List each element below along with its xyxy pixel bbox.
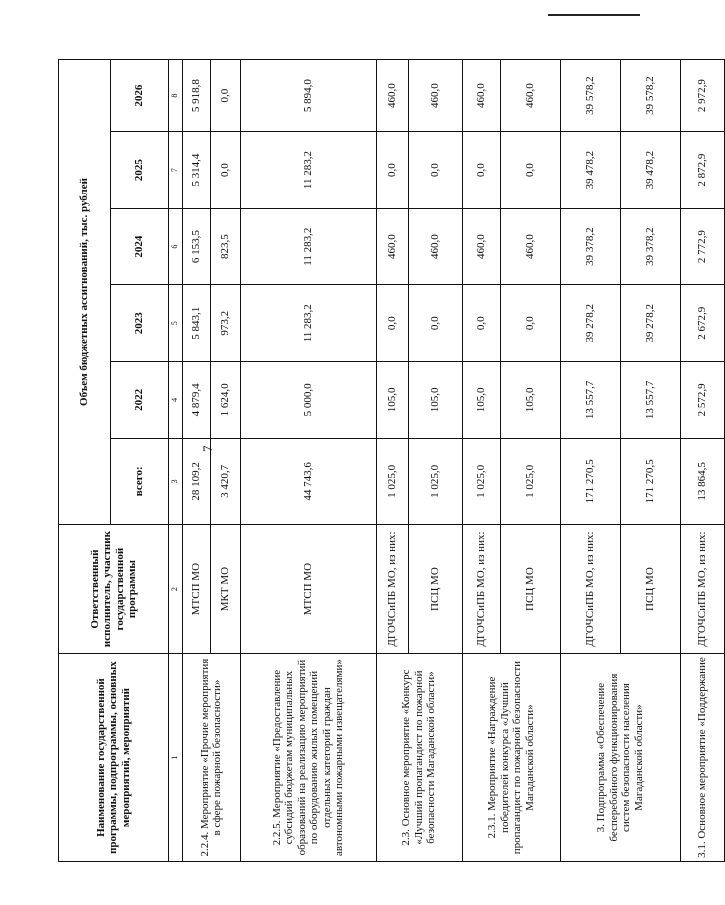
executor-cell: ДГОЧСиПБ МО, из них: [376,525,408,654]
table-row [560,60,620,862]
budget-value-cell: 39 378,2 [560,208,620,285]
table-row [680,60,724,862]
program-name-cell: 2.3. Основное мероприятие «Конкурс «Лучший пропагандист по пожарной безопасности Магаданской области» [376,654,462,862]
executor-cell: ПСЦ МО [620,525,680,654]
executor-cell: ДГОЧСиПБ МО, из них: [680,525,724,654]
budget-table [58,59,725,862]
column-index: 7 [169,132,183,209]
budget-value-cell: 1 025,0 [408,438,462,524]
budget-value-cell: 0,0 [462,132,500,209]
budget-value-cell: 5 894,0 [240,60,376,132]
header-year: 2022 [111,362,169,439]
column-index: 1 [169,654,183,862]
budget-value-cell: 11 283,2 [240,208,376,285]
budget-value-cell: 1 624,0 [210,362,240,439]
budget-value-cell: 5 314,4 [182,132,210,209]
budget-value-cell: 2 772,9 [680,208,724,285]
budget-value-cell: 4 879,4 [182,362,210,439]
header-name: Наименование государственной программы, подпрограммы, основных мероприятий, мероприятий [59,654,169,862]
header-year: 2025 [111,132,169,209]
budget-value-cell: 105,0 [408,362,462,439]
column-index: 6 [169,208,183,285]
budget-value-cell: 13 864,5 [680,438,724,524]
executor-cell: ДГОЧСиПБ МО, из них: [560,525,620,654]
header-year: 2024 [111,208,169,285]
program-name-cell: 3.1. Основное мероприятие «Поддержание [680,654,724,862]
budget-value-cell: 0,0 [408,285,462,362]
column-index: 4 [169,362,183,439]
header-year: 2026 [111,60,169,132]
program-name-cell: 2.3.1. Мероприятие «Награждение победителей конкурса «Лучший пропагандист по пожарной безопасности Магаданской области» [462,654,560,862]
budget-value-cell: 105,0 [462,362,500,439]
budget-value-cell: 5 000,0 [240,362,376,439]
budget-value-cell: 0,0 [500,285,560,362]
table-row [182,60,210,862]
budget-value-cell: 460,0 [500,60,560,132]
budget-value-cell: 39 478,2 [560,132,620,209]
budget-value-cell: 0,0 [500,132,560,209]
budget-value-cell: 171 270,5 [560,438,620,524]
budget-value-cell: 1 025,0 [376,438,408,524]
budget-value-cell: 39 478,2 [620,132,680,209]
budget-value-cell: 2 972,9 [680,60,724,132]
executor-cell: ПСЦ МО [500,525,560,654]
budget-value-cell: 460,0 [408,60,462,132]
program-name-cell: 2.2.4. Мероприятие «Прочие мероприятия в сфере пожарной безопасности» [182,654,240,862]
page-number: 7 [200,445,215,452]
scan-edge-mark [548,14,640,16]
budget-value-cell: 44 743,6 [240,438,376,524]
column-index: 2 [169,525,183,654]
budget-value-cell: 13 557,7 [620,362,680,439]
budget-value-cell: 5 843,1 [182,285,210,362]
header-executor: Ответственный исполнитель, участник государственной программы [59,525,169,654]
budget-value-cell: 105,0 [500,362,560,439]
budget-value-cell: 0,0 [210,60,240,132]
column-index: 8 [169,60,183,132]
budget-value-cell: 0,0 [376,285,408,362]
budget-value-cell: 5 918,8 [182,60,210,132]
table-row [462,60,500,862]
budget-table-rotated [58,59,708,862]
header-budget: Объем бюджетных ассигнований, тыс. рублей [59,60,111,525]
table-row [376,60,408,862]
budget-value-cell: 11 283,2 [240,285,376,362]
executor-cell: ПСЦ МО [408,525,462,654]
budget-value-cell: 460,0 [462,60,500,132]
budget-value-cell: 39 378,2 [620,208,680,285]
budget-value-cell: 28 109,2 [182,438,210,524]
budget-value-cell: 460,0 [500,208,560,285]
budget-value-cell: 39 278,2 [560,285,620,362]
program-name-cell: 2.2.5. Мероприятие «Предоставление субсидий бюджетам муниципальных образований на реализацию мероприятий по оборудованию жилых помещений отдельных категорий граждан автономными пожарными извещателями» [240,654,376,862]
budget-value-cell: 1 025,0 [462,438,500,524]
budget-value-cell: 2 572,9 [680,362,724,439]
budget-value-cell: 973,2 [210,285,240,362]
budget-value-cell: 823,5 [210,208,240,285]
budget-value-cell: 11 283,2 [240,132,376,209]
budget-value-cell: 6 153,5 [182,208,210,285]
budget-value-cell: 460,0 [408,208,462,285]
budget-value-cell: 13 557,7 [560,362,620,439]
budget-value-cell: 460,0 [462,208,500,285]
table-row [240,60,376,862]
budget-value-cell: 39 578,2 [620,60,680,132]
executor-cell: МТСП МО [182,525,210,654]
executor-cell: МКТ МО [210,525,240,654]
budget-value-cell: 3 420,7 [210,438,240,524]
column-index: 5 [169,285,183,362]
budget-value-cell: 0,0 [376,132,408,209]
budget-value-cell: 460,0 [376,60,408,132]
executor-cell: МТСП МО [240,525,376,654]
budget-value-cell: 39 278,2 [620,285,680,362]
header-year: 2023 [111,285,169,362]
budget-value-cell: 39 578,2 [560,60,620,132]
budget-value-cell: 0,0 [210,132,240,209]
program-name-cell: 3. Подпрограмма «Обеспечение бесперебойного функционирования систем безопасности населения Магаданской области» [560,654,680,862]
budget-value-cell: 460,0 [376,208,408,285]
budget-value-cell: 171 270,5 [620,438,680,524]
budget-value-cell: 1 025,0 [500,438,560,524]
column-index: 3 [169,438,183,524]
budget-value-cell: 0,0 [462,285,500,362]
budget-value-cell: 2 872,9 [680,132,724,209]
header-year: всего: [111,438,169,524]
executor-cell: ДГОЧСиПБ МО, из них: [462,525,500,654]
budget-value-cell: 105,0 [376,362,408,439]
budget-value-cell: 2 672,9 [680,285,724,362]
budget-value-cell: 0,0 [408,132,462,209]
